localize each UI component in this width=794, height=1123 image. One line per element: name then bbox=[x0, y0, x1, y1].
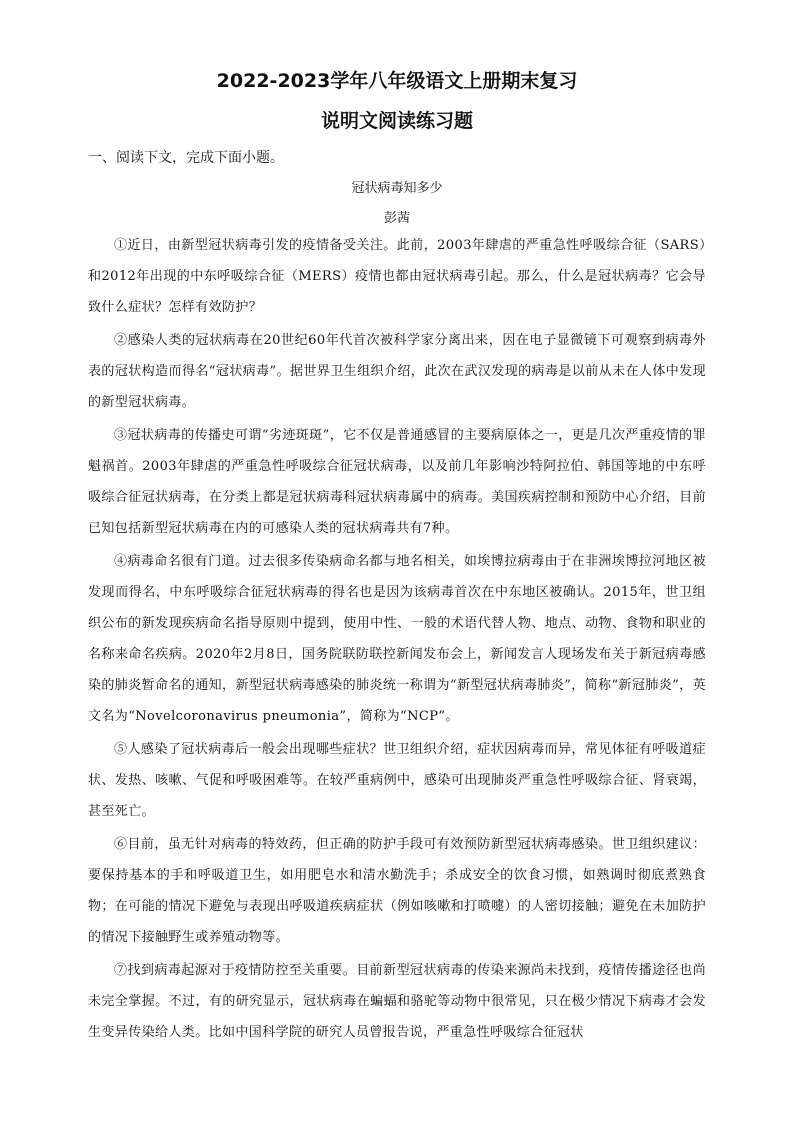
paragraph-2: ②感染人类的冠状病毒在20世纪60年代首次被科学家分离出来，因在电子显微镜下可观察到病毒外表的冠状构造而得名“冠状病毒”。据世界卫生组织介绍，此次在武汉发现的病毒是以前从未在人体中发现的新型冠状病毒。 bbox=[88, 333, 706, 410]
document-title: 2022-2023学年八年级语文上册期末复习 bbox=[216, 70, 578, 92]
article-body bbox=[88, 230, 706, 1048]
article-title: 冠状病毒知多少 bbox=[351, 181, 443, 196]
article-author: 彭茜 bbox=[383, 211, 410, 226]
paragraph-5: ⑤人感染了冠状病毒后一般会出现哪些症状？世卫组织介绍，症状因病毒而异，常见体征有呼吸道症状、发热、咳嗽、气促和呼吸困难等。在较严重病例中，感染可出现肺炎严重急性呼吸综合征、肾衰竭，甚至死亡。 bbox=[88, 742, 706, 819]
paragraph-7: ⑦找到病毒起源对于疫情防控至关重要。目前新型冠状病毒的传染来源尚未找到，疫情传播途径也尚未完全掌握。不过，有的研究显示，冠状病毒在蝙蝠和骆驼等动物中很常见，只在极少情况下病毒才会发生变异传染给人类。比如中国科学院的研究人员曾报告说，严重急性呼吸综合征冠状 bbox=[88, 963, 706, 1040]
paragraph-3: ③冠状病毒的传播史可谓“劣迹斑斑”，它不仅是普通感冒的主要病原体之一，更是几次严重疫情的罪魁祸首。2003年肆虐的严重急性呼吸综合征冠状病毒，以及前几年影响沙特阿拉伯、韩国等地的中东呼吸综合征冠状病毒，在分类上都是冠状病毒科冠状病毒属中的病毒。美国疾病控制和预防中心介绍，目前已知包括新型冠状病毒在内的可感染人类的冠状病毒共有7种。 bbox=[88, 428, 706, 536]
paragraph-1: ①近日，由新型冠状病毒引发的疫情备受关注。此前，2003年肆虐的严重急性呼吸综合征（SARS）和2012年出现的中东呼吸综合征（MERS）疫情也都由冠状病毒引起。那么，什么是冠状病毒？它会导致什么症状？怎样有效防护？ bbox=[88, 238, 706, 315]
question-instruction: 一、阅读下文，完成下面小题。 bbox=[88, 150, 284, 166]
document-subtitle: 说明文阅读练习题 bbox=[320, 110, 473, 132]
paragraph-6: ⑥目前，虽无针对病毒的特效药，但正确的防护手段可有效预防新型冠状病毒感染。世卫组织建议：要保持基本的手和呼吸道卫生，如用肥皂水和清水勤洗手；杀成安全的饮食习惯，如熟调时彻底煮熟食物；在可能的情况下避免与表现出呼吸道疾病症状（例如咳嗽和打喷嚏）的人密切接触；避免在未加防护的情况下接触野生或养殖动物等。 bbox=[88, 837, 706, 945]
paragraph-4: ④病毒命名很有门道。过去很多传染病命名都与地名相关，如埃博拉病毒由于在非洲埃博拉河地区被发现而得名，中东呼吸综合征冠状病毒的得名也是因为该病毒首次在中东地区被确认。2015年，世卫组织公布的新发现疾病命名指导原则中提到，使用中性、一般的术语代替人物、地点、动物、食物和职业的名称来命名疾病。2020年2月8日，国务院联防联控新闻发布会上，新闻发言人现场发布关于新冠病毒感染的肺炎暂命名的通知，新型冠状病毒感染的肺炎统一称谓为“新型冠状病毒肺炎”，简称“新冠肺炎”，英文名为“Novelcoronavirus pneumonia”，简称为“NCP”。 bbox=[88, 554, 706, 724]
